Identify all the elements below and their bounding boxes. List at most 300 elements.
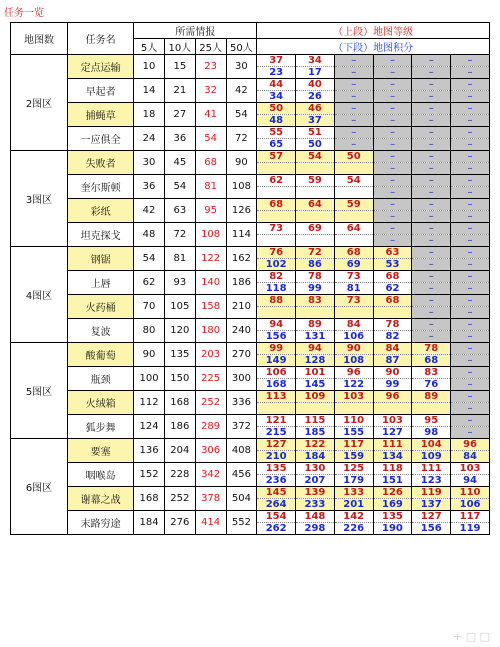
level-cell: – — [334, 103, 373, 115]
level-cell: 83 — [296, 295, 335, 307]
requirement-cell: 15 — [164, 55, 195, 79]
map-group-cell: 4图区 — [11, 247, 68, 343]
level-cell: 96 — [451, 439, 490, 451]
level-cell: 73 — [334, 295, 373, 307]
table-row — [11, 463, 490, 475]
level-cell: – — [451, 415, 490, 427]
task-name-cell: 火绒箱 — [68, 391, 134, 415]
points-cell: 108 — [334, 355, 373, 367]
requirement-cell: 252 — [164, 487, 195, 511]
task-name-cell: 捕蝇草 — [68, 103, 134, 127]
requirement-cell: 81 — [195, 175, 226, 199]
level-cell: 106 — [257, 367, 296, 379]
level-cell: 103 — [334, 391, 373, 403]
level-cell: 101 — [296, 367, 335, 379]
level-cell: 111 — [373, 439, 412, 451]
points-cell: 99 — [296, 283, 335, 295]
table-row — [11, 175, 490, 187]
points-cell: – — [334, 91, 373, 103]
level-cell: 51 — [296, 127, 335, 139]
points-cell: 207 — [296, 475, 335, 487]
level-cell: 99 — [257, 343, 296, 355]
header-5p: 5人 — [134, 39, 165, 55]
points-cell: – — [412, 283, 451, 295]
points-cell: 106 — [451, 499, 490, 511]
level-cell: – — [451, 319, 490, 331]
requirement-cell: 93 — [164, 271, 195, 295]
level-cell: 37 — [257, 55, 296, 67]
level-cell: 110 — [334, 415, 373, 427]
header-lower-label: （下段）地图积分 — [257, 39, 490, 55]
requirement-cell: 108 — [195, 223, 226, 247]
requirement-cell: 10 — [134, 55, 165, 79]
points-cell — [296, 235, 335, 247]
requirement-cell: 122 — [195, 247, 226, 271]
points-cell: – — [451, 163, 490, 175]
level-cell: 78 — [412, 343, 451, 355]
level-cell: 78 — [373, 319, 412, 331]
table-row — [11, 199, 490, 211]
level-cell: 111 — [412, 463, 451, 475]
requirement-cell: 126 — [226, 199, 257, 223]
requirement-cell: 270 — [226, 343, 257, 367]
requirement-cell: 68 — [195, 151, 226, 175]
requirement-cell: 150 — [164, 367, 195, 391]
points-cell: 81 — [334, 283, 373, 295]
requirement-cell: 54 — [195, 127, 226, 151]
requirement-cell: 306 — [195, 439, 226, 463]
level-cell: 109 — [296, 391, 335, 403]
points-cell: – — [373, 139, 412, 151]
level-cell: 59 — [334, 199, 373, 211]
task-name-cell: 定点运输 — [68, 55, 134, 79]
requirement-cell: 228 — [164, 463, 195, 487]
points-cell — [257, 307, 296, 319]
requirement-cell: 63 — [164, 199, 195, 223]
level-cell: 69 — [296, 223, 335, 235]
points-cell: 98 — [412, 427, 451, 439]
level-cell: 78 — [296, 271, 335, 283]
level-cell: 68 — [257, 199, 296, 211]
points-cell: 137 — [412, 499, 451, 511]
requirement-cell: 70 — [134, 295, 165, 319]
level-cell: 89 — [296, 319, 335, 331]
level-cell: – — [451, 55, 490, 67]
points-cell: 62 — [373, 283, 412, 295]
points-cell: 76 — [412, 379, 451, 391]
requirement-cell: 42 — [226, 79, 257, 103]
table-row — [11, 391, 490, 403]
points-cell — [373, 307, 412, 319]
requirement-cell: 30 — [134, 151, 165, 175]
level-cell: 122 — [296, 439, 335, 451]
points-cell — [334, 307, 373, 319]
points-cell: 185 — [296, 427, 335, 439]
points-cell: – — [412, 307, 451, 319]
task-name-cell: 早起者 — [68, 79, 134, 103]
points-cell: – — [412, 67, 451, 79]
points-cell: 68 — [412, 355, 451, 367]
level-cell: – — [451, 175, 490, 187]
points-cell — [334, 187, 373, 199]
points-cell: 201 — [334, 499, 373, 511]
requirement-cell: 289 — [195, 415, 226, 439]
level-cell: 83 — [412, 367, 451, 379]
level-cell: – — [451, 199, 490, 211]
points-cell: 106 — [334, 331, 373, 343]
requirement-cell: 180 — [195, 319, 226, 343]
points-cell: 184 — [296, 451, 335, 463]
points-cell: – — [451, 91, 490, 103]
requirement-cell: 81 — [164, 247, 195, 271]
points-cell: – — [412, 91, 451, 103]
level-cell: – — [451, 367, 490, 379]
requirement-cell: 95 — [195, 199, 226, 223]
points-cell: 50 — [296, 139, 335, 151]
points-cell — [334, 403, 373, 415]
level-cell: 96 — [373, 391, 412, 403]
level-cell: 62 — [257, 175, 296, 187]
requirement-cell: 342 — [195, 463, 226, 487]
requirement-cell: 186 — [164, 415, 195, 439]
table-row — [11, 55, 490, 67]
requirement-cell: 414 — [195, 511, 226, 535]
points-cell: – — [451, 259, 490, 271]
level-cell: – — [451, 391, 490, 403]
level-cell: 125 — [334, 463, 373, 475]
requirement-cell: 162 — [226, 247, 257, 271]
points-cell: 128 — [296, 355, 335, 367]
level-cell: – — [334, 79, 373, 91]
points-cell: 233 — [296, 499, 335, 511]
requirement-cell: 408 — [226, 439, 257, 463]
requirement-cell: 204 — [164, 439, 195, 463]
points-cell: – — [451, 379, 490, 391]
requirement-cell: 210 — [226, 295, 257, 319]
points-cell — [257, 235, 296, 247]
points-cell: 169 — [373, 499, 412, 511]
table-row — [11, 511, 490, 523]
task-name-cell: 彩纸 — [68, 199, 134, 223]
requirement-cell: 54 — [134, 247, 165, 271]
map-group-cell: 3图区 — [11, 151, 68, 247]
requirement-cell: 225 — [195, 367, 226, 391]
requirement-cell: 504 — [226, 487, 257, 511]
requirement-cell: 14 — [134, 79, 165, 103]
task-name-cell: 末路穷途 — [68, 511, 134, 535]
points-cell — [296, 163, 335, 175]
requirement-cell: 45 — [164, 151, 195, 175]
level-cell: – — [412, 247, 451, 259]
level-cell: 113 — [257, 391, 296, 403]
header-task-name: 任务名 — [68, 23, 134, 55]
requirement-cell: 18 — [134, 103, 165, 127]
requirement-cell: 41 — [195, 103, 226, 127]
requirement-cell: 276 — [164, 511, 195, 535]
points-cell: – — [451, 67, 490, 79]
level-cell: – — [451, 247, 490, 259]
requirement-cell: 168 — [134, 487, 165, 511]
points-cell: – — [412, 115, 451, 127]
points-cell — [257, 187, 296, 199]
requirement-cell: 120 — [164, 319, 195, 343]
points-cell: 53 — [373, 259, 412, 271]
requirement-cell: 135 — [164, 343, 195, 367]
level-cell: 68 — [373, 295, 412, 307]
requirement-cell: 42 — [134, 199, 165, 223]
table-row — [11, 103, 490, 115]
level-cell: 145 — [257, 487, 296, 499]
requirement-cell: 186 — [226, 271, 257, 295]
level-cell: – — [412, 127, 451, 139]
points-cell: 215 — [257, 427, 296, 439]
points-cell: 159 — [334, 451, 373, 463]
points-cell — [412, 403, 451, 415]
points-cell: 94 — [451, 475, 490, 487]
level-cell: 127 — [257, 439, 296, 451]
header-25p: 25人 — [195, 39, 226, 55]
points-cell: 69 — [334, 259, 373, 271]
level-cell: – — [373, 199, 412, 211]
header-10p: 10人 — [164, 39, 195, 55]
points-cell: – — [412, 331, 451, 343]
table-row — [11, 319, 490, 331]
requirement-cell: 27 — [164, 103, 195, 127]
points-cell: 82 — [373, 331, 412, 343]
table-row — [11, 247, 490, 259]
requirement-cell: 378 — [195, 487, 226, 511]
level-cell: – — [412, 175, 451, 187]
points-cell: – — [373, 235, 412, 247]
points-cell: 119 — [451, 523, 490, 535]
points-cell — [257, 211, 296, 223]
level-cell: 82 — [257, 271, 296, 283]
requirement-cell: 36 — [164, 127, 195, 151]
level-cell: – — [451, 343, 490, 355]
requirement-cell: 90 — [134, 343, 165, 367]
level-cell: 148 — [296, 511, 335, 523]
level-cell: 104 — [412, 439, 451, 451]
requirement-cell: 32 — [195, 79, 226, 103]
level-cell: 135 — [373, 511, 412, 523]
level-cell: – — [412, 103, 451, 115]
requirement-cell: 72 — [164, 223, 195, 247]
level-cell: 96 — [334, 367, 373, 379]
points-cell: 149 — [257, 355, 296, 367]
points-cell: – — [334, 139, 373, 151]
level-cell: 117 — [334, 439, 373, 451]
level-cell: – — [412, 271, 451, 283]
points-cell — [334, 235, 373, 247]
level-cell: 103 — [451, 463, 490, 475]
requirement-cell: 54 — [226, 103, 257, 127]
level-cell: – — [412, 223, 451, 235]
requirement-cell: 252 — [195, 391, 226, 415]
requirement-cell: 36 — [134, 175, 165, 199]
points-cell: 226 — [334, 523, 373, 535]
requirement-cell: 105 — [164, 295, 195, 319]
task-name-cell: 咽喉岛 — [68, 463, 134, 487]
level-cell: 44 — [257, 79, 296, 91]
level-cell: – — [373, 103, 412, 115]
level-cell: 68 — [373, 271, 412, 283]
table-row — [11, 343, 490, 355]
points-cell: 87 — [373, 355, 412, 367]
points-cell: 190 — [373, 523, 412, 535]
level-cell: 127 — [412, 511, 451, 523]
points-cell: 131 — [296, 331, 335, 343]
table-row — [11, 79, 490, 91]
points-cell: 109 — [412, 451, 451, 463]
points-cell: 127 — [373, 427, 412, 439]
requirement-cell: 80 — [134, 319, 165, 343]
requirement-cell: 240 — [226, 319, 257, 343]
requirement-cell: 136 — [134, 439, 165, 463]
points-cell: 145 — [296, 379, 335, 391]
requirement-cell: 72 — [226, 127, 257, 151]
level-cell: – — [373, 223, 412, 235]
level-cell: 142 — [334, 511, 373, 523]
level-cell: – — [373, 175, 412, 187]
points-cell: – — [451, 331, 490, 343]
level-cell: – — [412, 55, 451, 67]
table-row — [11, 271, 490, 283]
requirement-cell: 552 — [226, 511, 257, 535]
points-cell — [296, 211, 335, 223]
level-cell: 73 — [257, 223, 296, 235]
task-name-cell: 钢锯 — [68, 247, 134, 271]
level-cell: 90 — [373, 367, 412, 379]
level-cell: 135 — [257, 463, 296, 475]
level-cell: 88 — [257, 295, 296, 307]
points-cell — [296, 403, 335, 415]
points-cell: 156 — [412, 523, 451, 535]
level-cell: 73 — [334, 271, 373, 283]
level-cell: 34 — [296, 55, 335, 67]
requirement-cell: 48 — [134, 223, 165, 247]
requirement-cell: 336 — [226, 391, 257, 415]
level-cell: – — [451, 271, 490, 283]
level-cell: 55 — [257, 127, 296, 139]
points-cell: 102 — [257, 259, 296, 271]
level-cell: – — [451, 151, 490, 163]
level-cell: – — [451, 127, 490, 139]
requirement-cell: 90 — [226, 151, 257, 175]
level-cell: 133 — [334, 487, 373, 499]
points-cell: 99 — [373, 379, 412, 391]
header-upper-label: （上段）地图等级 — [257, 23, 490, 39]
points-cell: – — [451, 187, 490, 199]
level-cell: 54 — [334, 175, 373, 187]
points-cell: 151 — [373, 475, 412, 487]
task-name-cell: 坦克探戈 — [68, 223, 134, 247]
points-cell: – — [373, 115, 412, 127]
task-name-cell: 一应俱全 — [68, 127, 134, 151]
requirement-cell: 21 — [164, 79, 195, 103]
level-cell: 50 — [257, 103, 296, 115]
task-name-cell: 瓶颈 — [68, 367, 134, 391]
points-cell: 34 — [257, 91, 296, 103]
level-cell: 68 — [334, 247, 373, 259]
points-cell: 262 — [257, 523, 296, 535]
requirement-cell: 158 — [195, 295, 226, 319]
level-cell: – — [373, 55, 412, 67]
points-cell: 86 — [296, 259, 335, 271]
watermark: + □ □ — [453, 630, 490, 643]
points-cell: – — [412, 211, 451, 223]
level-cell: 94 — [257, 319, 296, 331]
points-cell — [334, 211, 373, 223]
requirement-cell: 140 — [195, 271, 226, 295]
level-cell: – — [334, 127, 373, 139]
points-cell: – — [412, 163, 451, 175]
requirement-cell: 108 — [226, 175, 257, 199]
points-cell: – — [451, 139, 490, 151]
map-group-cell: 5图区 — [11, 343, 68, 439]
requirement-cell: 54 — [164, 175, 195, 199]
level-cell: 110 — [451, 487, 490, 499]
points-cell: 155 — [334, 427, 373, 439]
points-cell: – — [451, 211, 490, 223]
table-row — [11, 415, 490, 427]
points-cell: – — [451, 355, 490, 367]
points-cell: – — [412, 259, 451, 271]
table-row — [11, 367, 490, 379]
level-cell: – — [412, 151, 451, 163]
requirement-cell: 184 — [134, 511, 165, 535]
level-cell: 117 — [451, 511, 490, 523]
points-cell: 84 — [451, 451, 490, 463]
task-name-cell: 上唇 — [68, 271, 134, 295]
points-cell: 23 — [257, 67, 296, 79]
points-cell: 37 — [296, 115, 335, 127]
points-cell: 236 — [257, 475, 296, 487]
points-cell — [373, 403, 412, 415]
task-name-cell: 狐步舞 — [68, 415, 134, 439]
level-cell: 76 — [257, 247, 296, 259]
table-row — [11, 127, 490, 139]
level-cell: 119 — [412, 487, 451, 499]
points-cell: – — [451, 307, 490, 319]
points-cell: – — [451, 403, 490, 415]
level-cell: 139 — [296, 487, 335, 499]
requirement-cell: 152 — [134, 463, 165, 487]
points-cell: 264 — [257, 499, 296, 511]
level-cell: 84 — [334, 319, 373, 331]
points-cell: – — [334, 67, 373, 79]
points-cell: – — [373, 67, 412, 79]
requirement-cell: 24 — [134, 127, 165, 151]
task-name-cell: 复波 — [68, 319, 134, 343]
points-cell: – — [373, 163, 412, 175]
level-cell: 103 — [373, 415, 412, 427]
level-cell: 63 — [373, 247, 412, 259]
table-row — [11, 295, 490, 307]
table-row — [11, 439, 490, 451]
requirement-cell: 300 — [226, 367, 257, 391]
task-name-cell: 谢幕之战 — [68, 487, 134, 511]
points-cell — [257, 403, 296, 415]
points-cell: 48 — [257, 115, 296, 127]
level-cell: – — [412, 295, 451, 307]
level-cell: – — [451, 103, 490, 115]
points-cell: 17 — [296, 67, 335, 79]
level-cell: – — [334, 55, 373, 67]
requirement-cell: 23 — [195, 55, 226, 79]
task-name-cell: 要塞 — [68, 439, 134, 463]
level-cell: – — [373, 127, 412, 139]
task-name-cell: 火药桶 — [68, 295, 134, 319]
